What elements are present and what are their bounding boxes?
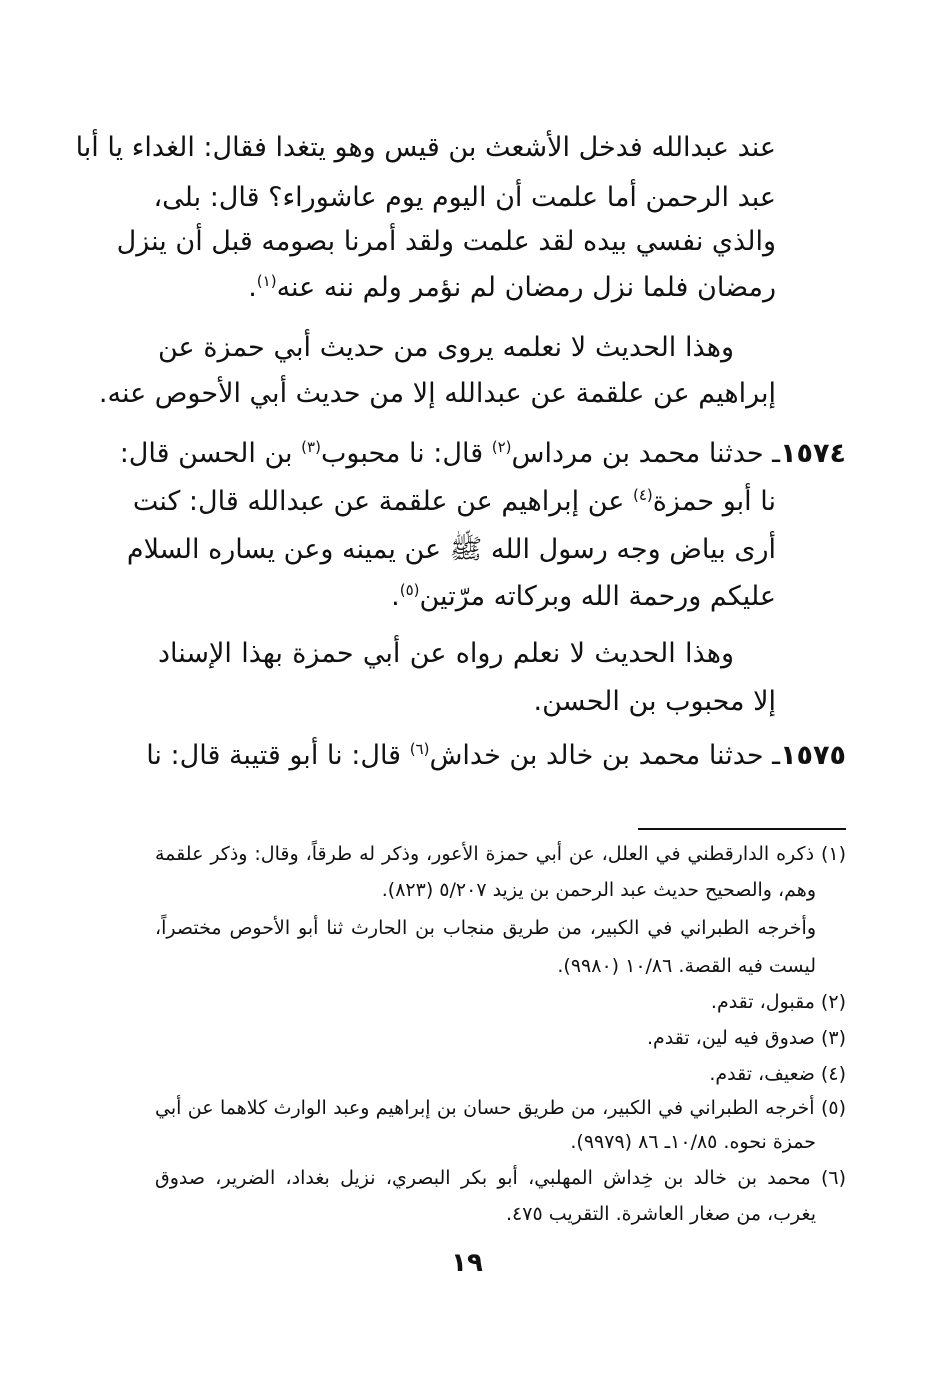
- page-number: ١٩: [451, 1248, 483, 1278]
- text-line: [158, 268, 776, 308]
- text: عليكم ورحمة الله وبركاته مرّتين: [419, 581, 776, 612]
- footnote-ref: (٥): [399, 581, 420, 599]
- text: عبد الرحمن أما علمت أن اليوم يوم عاشوراء؟ قال: بلى،: [153, 182, 776, 213]
- hadith-number: ١٥٧٤: [780, 438, 846, 469]
- footnote-1-cont: [155, 876, 816, 904]
- text-line: [158, 682, 776, 722]
- footnote-5: [155, 1094, 846, 1122]
- hadith-1575-line: [146, 736, 846, 776]
- text: (١) ذكره الدارقطني في العلل، عن أبي حمزة الأعور، وذكر له طرقاً، وقال: وذكر علقمة: [155, 843, 846, 865]
- footnote-1-cont: [155, 914, 816, 942]
- text: (٢) مقبول، تقدم.: [710, 991, 846, 1013]
- footnote-separator: [638, 828, 846, 830]
- text: إبراهيم عن علقمة عن عبدالله إلا من حديث أبي الأحوص عنه.: [98, 378, 776, 409]
- footnote-2: [155, 988, 846, 1016]
- footnote-ref: (٤): [633, 486, 653, 504]
- text-line: [158, 328, 734, 368]
- text-line: [158, 577, 776, 617]
- footnote-ref: (١): [256, 272, 277, 290]
- text: عن إبراهيم عن علقمة عن عبدالله قال: كنت: [132, 486, 625, 517]
- text: عند عبدالله فدخل الأشعث بن قيس وهو يتغدا فقال: الغداء يا أبا: [75, 132, 776, 163]
- text: حمزة نحوه. ١٠/٨٥ـ ٨٦ (٩٩٧٩).: [570, 1131, 816, 1153]
- text: نا أبو حمزة: [652, 486, 776, 517]
- text: أرى بياض وجه رسول الله ﷺ عن يمينه وعن يساره السلام: [126, 534, 776, 565]
- text: ـ حدثنا محمد بن مرداس: [511, 438, 781, 469]
- hadith-number: ١٥٧٥: [780, 740, 846, 771]
- hadith-1574-line: [119, 434, 846, 474]
- text: يغرب، من صغار العاشرة. التقريب ٤٧٥.: [506, 1203, 816, 1225]
- text: ـ حدثنا محمد بن خالد بن خداش: [429, 740, 781, 771]
- footnote-3: [155, 1024, 846, 1052]
- text: وهذا الحديث لا نعلمه يروى من حديث أبي حمزة عن: [158, 332, 734, 363]
- text: رمضان فلما نزل رمضان لم نؤمر ولم ننه عنه: [276, 272, 776, 303]
- text: وأخرجه الطبراني في الكبير، من طريق منجاب بن الحارث ثنا أبو الأحوص مختصراً،: [155, 917, 816, 939]
- text-line: [75, 128, 776, 168]
- text: والذي نفسي بيده لقد علمت ولقد أمرنا بصومه قبل أن ينزل: [116, 226, 776, 257]
- text-line: [153, 178, 776, 218]
- text: (٥) أخرجه الطبراني في الكبير، من طريق حسان بن إبراهيم وعبد الوارث كلاهما عن أبي: [155, 1097, 846, 1119]
- text-line: [158, 634, 734, 674]
- footnote-ref: (٣): [301, 438, 321, 456]
- text: .: [391, 581, 400, 612]
- text: (٤) ضعيف، تقدم.: [709, 1063, 846, 1085]
- text-line: [132, 482, 776, 522]
- footnote-ref: (٦): [409, 740, 430, 758]
- text: وهم، والصحيح حديث عبد الرحمن بن يزيد ٥/٢٠٧ (٨٢٣).: [381, 879, 816, 901]
- text: (٦) محمد بن خالد بن خِداش المهلبي، أبو بكر البصري، نزيل بغداد، الضرير، صدوق: [155, 1167, 846, 1189]
- footnote-ref: (٢): [491, 438, 512, 456]
- footnote-6: [155, 1164, 846, 1192]
- text: قال: نا محبوب: [320, 438, 484, 469]
- footnote-4: [155, 1060, 846, 1088]
- text: .: [248, 272, 257, 303]
- text: وهذا الحديث لا نعلم رواه عن أبي حمزة بهذا الإسناد: [158, 638, 734, 669]
- footnote-6-cont: [155, 1200, 816, 1228]
- text: إلا محبوب بن الحسن.: [533, 686, 776, 717]
- text-line: [126, 530, 776, 570]
- footnote-1-cont: [155, 952, 816, 980]
- text-line: [116, 222, 776, 262]
- text: بن الحسن قال:: [119, 438, 293, 469]
- footnote-1: [155, 840, 846, 868]
- text-line: [98, 374, 776, 414]
- text: قال: نا أبو قتيبة قال: نا: [146, 740, 402, 771]
- footnote-5-cont: [155, 1128, 816, 1156]
- text: (٣) صدوق فيه لين، تقدم.: [646, 1027, 846, 1049]
- text: ليست فيه القصة. ١٠/٨٦ (٩٩٨٠).: [557, 955, 816, 977]
